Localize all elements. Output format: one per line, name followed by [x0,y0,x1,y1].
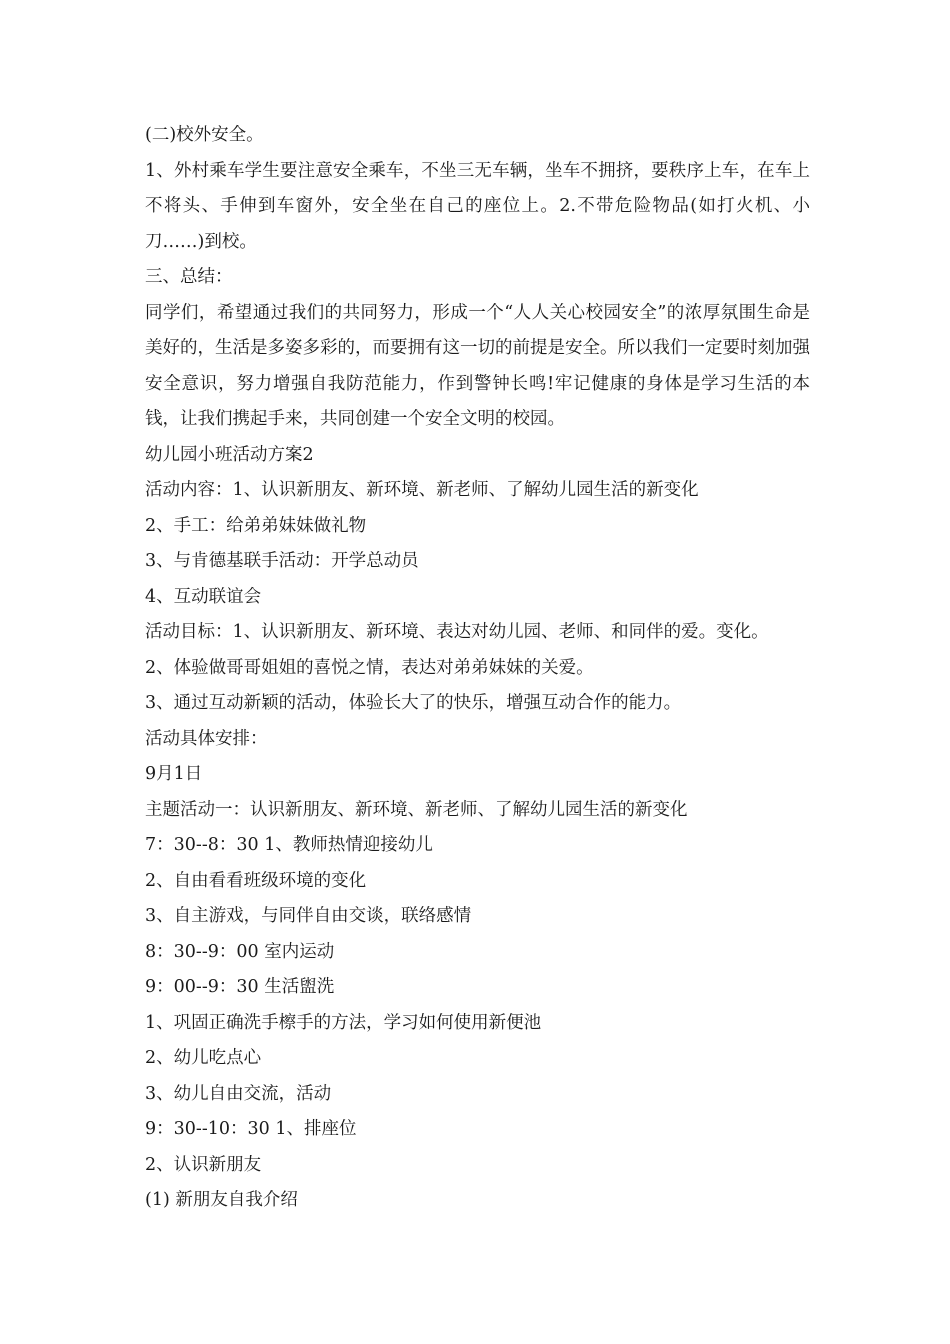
paragraph-summary: 同学们，希望通过我们的共同努力，形成一个“人人关心校园安全”的浓厚氛围生命是美好的，生活是多姿多彩的，而要拥有这一切的前提是安全。所以我们一定要时刻加强安全意识，努力增强自我防范能力，作到警钟长鸣!牢记健康的身体是学习生活的本钱，让我们携起手来，共同创建一个安全文明的校园。 [145,302,810,429]
plan-title: 幼儿园小班活动方案2 [145,444,314,465]
activity-goal-item-2: 2、体验做哥哥姐姐的喜悦之情，表达对弟弟妹妹的关爱。 [145,657,594,678]
activity-content-item-3: 3、与肯德基联手活动：开学总动员 [145,551,419,571]
schedule-date: 9月1日 [145,764,203,784]
section-heading-summary: 三、总结： [145,267,233,287]
activity-content-item-4: 4、互动联谊会 [145,586,262,607]
schedule-line: 9：00--9：30 生活盥洗 [145,977,335,997]
document-body [145,118,810,1219]
activity-goal-item-3: 3、通过互动新颖的活动，体验长大了的快乐，增强互动合作的能力。 [145,693,682,713]
schedule-heading: 活动具体安排： [145,728,268,749]
section-heading-off-campus-safety: (二)校外安全。 [145,125,264,145]
schedule-line: 3、自主游戏，与同伴自由交谈，联络感情 [145,906,472,926]
schedule-line: 8：30--9：00 室内运动 [145,941,335,962]
schedule-line: (1) 新朋友自我介绍 [145,1190,298,1210]
activity-content-item-2: 2、手工：给弟弟妹妹做礼物 [145,515,367,536]
schedule-line: 9：30--10：30 1、排座位 [145,1119,357,1139]
schedule-line: 2、自由看看班级环境的变化 [145,870,367,891]
schedule-line: 1、巩固正确洗手檫手的方法，学习如何使用新便池 [145,1012,542,1033]
schedule-line: 3、幼儿自由交流，活动 [145,1083,332,1104]
paragraph-bus-safety: 1、外村乘车学生要注意安全乘车，不坐三无车辆，坐车不拥挤，要秩序上车，在车上不将头、手伸到车窗外，安全坐在自己的座位上。2.不带危险物品(如打火机、小刀……)到校。 [145,160,810,252]
schedule-line: 7：30--8：30 1、教师热情迎接幼儿 [145,835,433,855]
activity-goal-item-1: 活动目标：1、认识新朋友、新环境、表达对幼儿园、老师、和同伴的爱。变化。 [145,622,769,642]
theme-activity-one: 主题活动一：认识新朋友、新环境、新老师、了解幼儿园生活的新变化 [145,799,688,820]
activity-content-item-1: 活动内容：1、认识新朋友、新环境、新老师、了解幼儿园生活的新变化 [145,480,699,500]
schedule-line: 2、幼儿吃点心 [145,1048,262,1068]
schedule-line: 2、认识新朋友 [145,1154,262,1175]
